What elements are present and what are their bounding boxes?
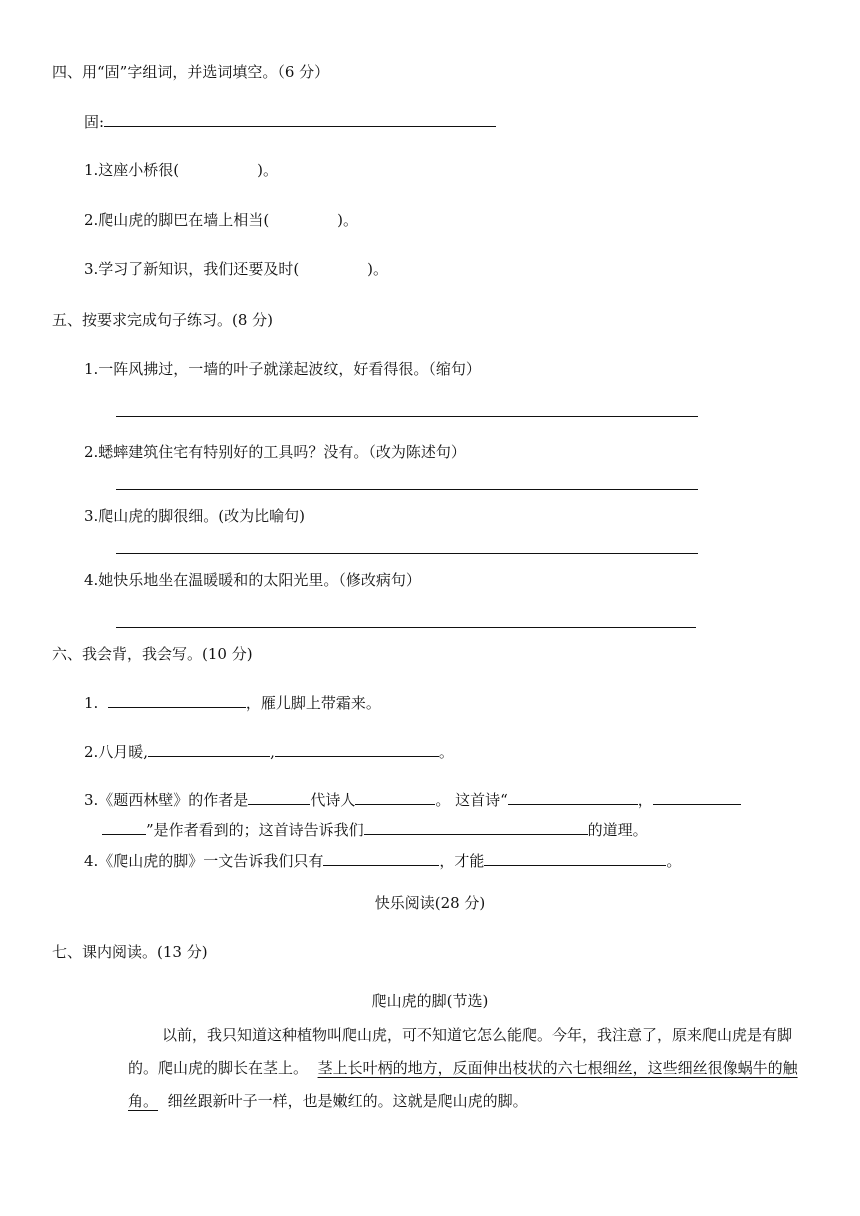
passage-text-start: 以前，我只知道这种植物叫爬山虎，可不知道它怎么能爬。今年，我注意了，原来爬山虎是有脚的。爬山虎的脚长在茎上。 [128,1026,793,1077]
poem-blank-2b[interactable] [275,742,439,757]
q2-end: 。 [438,743,454,761]
section4-q1 [84,160,278,180]
q2-comma: , [270,743,275,761]
section6-q1 [84,693,381,713]
poem-blank-2a[interactable] [148,742,270,757]
section4-title: 四、用“固”字组词，并选词填空。（6 分） [52,63,330,81]
reading-heading: 快乐阅读(28 分) [374,894,486,912]
q4-blank-a[interactable] [323,851,439,866]
q1-text-before: 1.这座小桥很( [84,161,180,179]
section5-q1-answer-line[interactable] [116,416,698,417]
q2-text-after: )。 [337,211,359,229]
poem-blank-3c[interactable] [102,820,146,835]
section6-q2 [84,742,454,762]
author-blank[interactable] [248,790,310,805]
gu-compound-blank[interactable] [104,112,496,127]
q1-number: 1. [84,694,99,712]
q3-text-a: 3.《题西林壁》的作者是 [84,791,249,809]
q3-text-after: )。 [367,260,389,278]
section5-q2-answer-line[interactable] [116,489,698,490]
q3-text-e: ”是作者看到的；这首诗告诉我们 [146,821,364,839]
section6-q3-line1 [84,790,741,810]
section4-q3 [84,259,388,279]
poem-line-blank-1[interactable] [108,693,246,708]
q3-text-b: 代诗人 [310,791,356,809]
q4-text-a: 4.《爬山虎的脚》一文告诉我们只有 [84,852,324,870]
section5-q4: 4.她快乐地坐在温暖暖和的太阳光里。（修改病句） [84,571,421,589]
poet-name-blank[interactable] [355,790,435,805]
q3-text-d: ， [637,791,653,809]
section6-q4 [84,851,681,871]
q4-text-c: 。 [666,852,682,870]
section7-title: 七、课内阅读。(13 分) [52,943,208,961]
q4-text-b: ，才能 [439,852,485,870]
q3-text-f: 的道理。 [587,821,648,839]
passage-paragraph [128,1019,818,1118]
q3-text-c: 。 这首诗“ [435,791,508,809]
passage-underlined-sentence: 茎上长叶柄的地方，反面伸出枝状的六七根细丝，这些细丝很像蜗牛的触角。 [128,1059,798,1110]
section6-q3-line2 [102,820,648,840]
q4-blank-b[interactable] [484,851,666,866]
poem-blank-3b[interactable] [653,790,741,805]
passage-title: 爬山虎的脚(节选) [371,992,489,1010]
passage-text-end: 细丝跟新叶子一样，也是嫩红的。这就是爬山虎的脚。 [167,1092,528,1110]
q2-text: 2.八月暖, [84,743,149,761]
q3-text-before: 3.学习了新知识，我们还要及时( [84,260,300,278]
gu-label: 固: [84,113,105,131]
gu-compound-row [84,112,496,132]
section5-q4-answer-line[interactable] [116,627,696,628]
q1-text-after: )。 [257,161,279,179]
section5-q3-answer-line[interactable] [116,553,698,554]
section5-q1: 1.一阵风拂过，一墙的叶子就漾起波纹，好看得很。（缩句） [84,360,481,378]
section5-q2: 2.蟋蟀建筑住宅有特别好的工具吗？没有。（改为陈述句） [84,443,466,461]
poem-blank-3a[interactable] [508,790,638,805]
q2-text-before: 2.爬山虎的脚巴在墙上相当( [84,211,270,229]
section5-q3: 3.爬山虎的脚很细。(改为比喻句) [84,507,306,525]
section5-title: 五、按要求完成句子练习。(8 分) [52,311,274,329]
q1-poem-text: ，雁儿脚上带霜来。 [245,694,381,712]
section4-q2 [84,210,358,230]
section6-title: 六、我会背，我会写。(10 分) [52,645,253,663]
lesson-blank[interactable] [364,820,588,835]
